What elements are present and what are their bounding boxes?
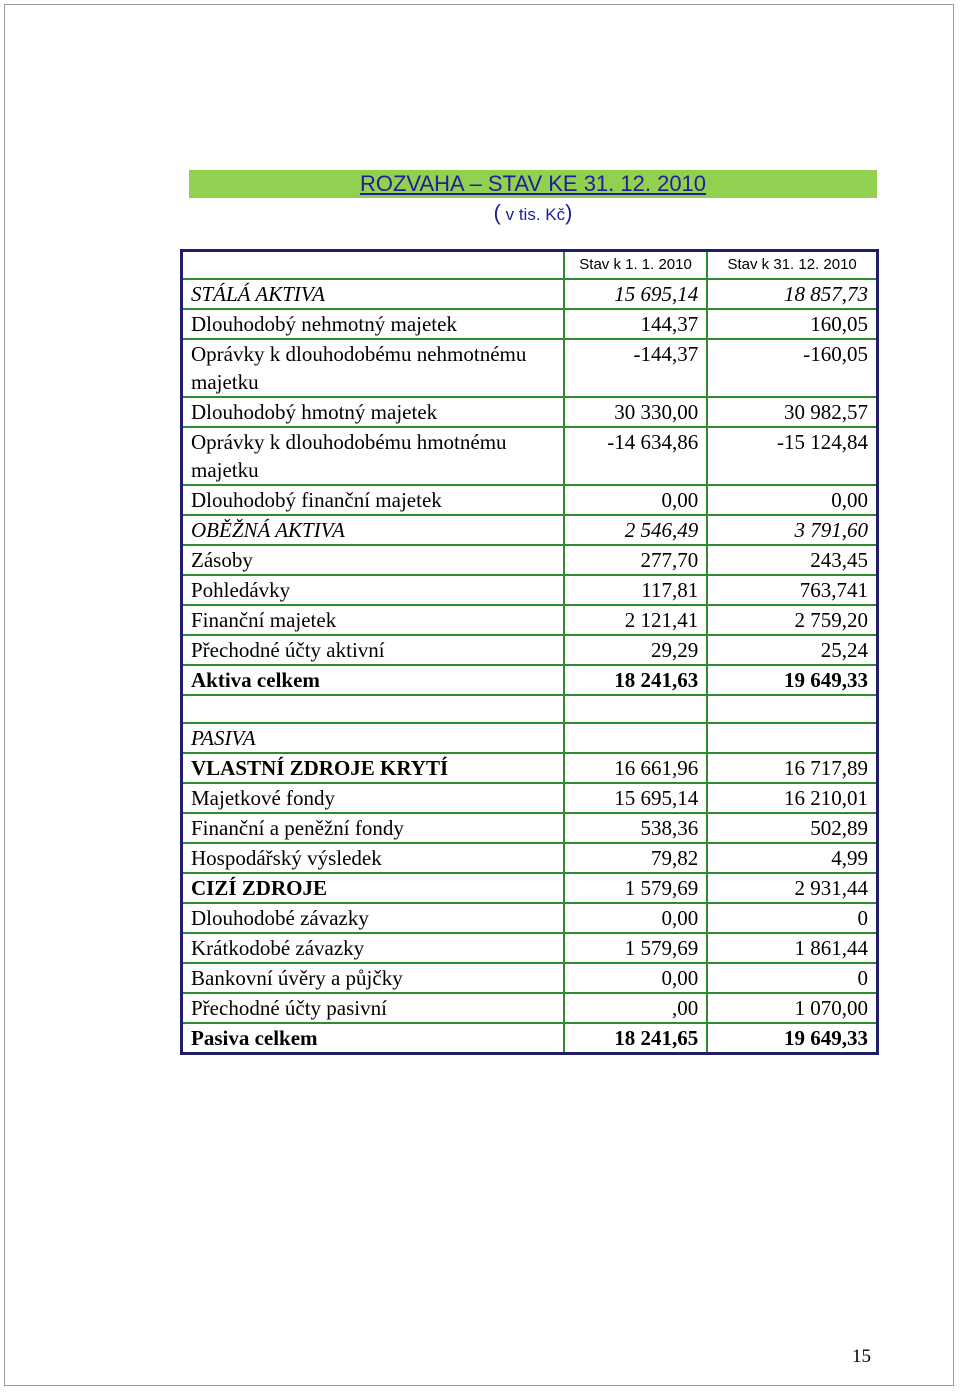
- row-value-start: [565, 724, 708, 754]
- units-subtitle: ( v tis. Kč): [493, 200, 573, 225]
- row-value-end: 16 717,89: [708, 754, 876, 784]
- row-value-start: 30 330,00: [565, 398, 708, 428]
- row-value-end: 502,89: [708, 814, 876, 844]
- row-value-start: 18 241,65: [565, 1024, 708, 1052]
- header-cell-start: Stav k 1. 1. 2010: [565, 252, 708, 280]
- row-value-end: [708, 696, 876, 724]
- row-label: Zásoby: [183, 546, 565, 576]
- table-row: [183, 814, 876, 844]
- row-label: OBĚŽNÁ AKTIVA: [183, 516, 565, 546]
- row-value-start: 538,36: [565, 814, 708, 844]
- row-value-start: 18 241,63: [565, 666, 708, 696]
- row-value-start: 2 546,49: [565, 516, 708, 546]
- row-label: Dlouhodobý finanční majetek: [183, 486, 565, 516]
- row-label: Dlouhodobý nehmotný majetek: [183, 310, 565, 340]
- row-label: Pohledávky: [183, 576, 565, 606]
- row-value-end: 0,00: [708, 486, 876, 516]
- row-value-start: 144,37: [565, 310, 708, 340]
- row-value-end: 3 791,60: [708, 516, 876, 546]
- row-value-end: 19 649,33: [708, 666, 876, 696]
- table-row: [183, 398, 876, 428]
- row-value-start: 117,81: [565, 576, 708, 606]
- row-label: CIZÍ ZDROJE: [183, 874, 565, 904]
- row-label: Bankovní úvěry a půjčky: [183, 964, 565, 994]
- row-value-end: 19 649,33: [784, 1026, 868, 1050]
- table-row: [183, 340, 876, 398]
- table-row: [183, 546, 876, 576]
- row-value-end: [708, 724, 876, 754]
- table-row: [183, 636, 876, 666]
- row-value-start: 79,82: [565, 844, 708, 874]
- row-value-end: 4,99: [708, 844, 876, 874]
- header-cell-label: [183, 252, 565, 280]
- row-value-start: 2 121,41: [565, 606, 708, 636]
- row-label: PASIVA: [183, 724, 565, 754]
- row-value-end: 0: [708, 904, 876, 934]
- row-value-end: 18 857,73: [708, 280, 876, 310]
- row-value-end: 1 861,44: [708, 934, 876, 964]
- row-value-end: 160,05: [708, 310, 876, 340]
- row-value-start: 15 695,14: [565, 280, 708, 310]
- row-value-end: 2 931,44: [708, 874, 876, 904]
- row-value-end: 763,741: [708, 576, 876, 606]
- row-value-end: -160,05: [708, 340, 876, 398]
- row-label: Finanční majetek: [183, 606, 565, 636]
- table-row: [183, 844, 876, 874]
- row-value-end: 243,45: [708, 546, 876, 576]
- row-value-end: 25,24: [708, 636, 876, 666]
- table-row: [183, 964, 876, 994]
- row-value-start: 1 579,69: [565, 874, 708, 904]
- table-row: [183, 934, 876, 964]
- row-value-start: [565, 696, 708, 724]
- row-label: Oprávky k dlouhodobému hmotnému majetku: [183, 428, 565, 486]
- row-label: [183, 696, 565, 724]
- table-row: [183, 994, 876, 1024]
- table-row: [183, 754, 876, 784]
- table-row: [183, 784, 876, 814]
- table-row: [183, 428, 876, 486]
- table-row: [183, 606, 876, 636]
- table-row: [183, 1024, 876, 1052]
- row-label: Finanční a peněžní fondy: [183, 814, 565, 844]
- row-label: Dlouhodobé závazky: [183, 904, 565, 934]
- table-row: [183, 904, 876, 934]
- row-label: Přechodné účty aktivní: [183, 636, 565, 666]
- row-value-start: 0,00: [565, 964, 708, 994]
- row-value-start: ,00: [565, 994, 708, 1024]
- row-label: Hospodářský výsledek: [183, 844, 565, 874]
- balance-sheet-table: [180, 249, 879, 1055]
- row-label: Aktiva celkem: [183, 666, 565, 696]
- row-label: Dlouhodobý hmotný majetek: [183, 398, 565, 428]
- row-value-end: 30 982,57: [708, 398, 876, 428]
- table-row: [183, 280, 876, 310]
- row-label: Přechodné účty pasivní: [183, 994, 565, 1024]
- table-row: [183, 576, 876, 606]
- row-label: STÁLÁ AKTIVA: [183, 280, 565, 310]
- row-label: Pasiva celkem: [183, 1024, 565, 1052]
- row-label: Majetkové fondy: [183, 784, 565, 814]
- header-row: [183, 252, 876, 280]
- row-value-start: 15 695,14: [565, 784, 708, 814]
- table-row: [183, 874, 876, 904]
- table-row: [183, 486, 876, 516]
- row-value-end: 16 210,01: [708, 784, 876, 814]
- row-value-start: 0,00: [565, 486, 708, 516]
- document-title: [189, 170, 877, 198]
- row-value-end: -15 124,84: [708, 428, 876, 486]
- table-row: [183, 666, 876, 696]
- row-value-start: 16 661,96: [565, 754, 708, 784]
- row-value-start: 29,29: [565, 636, 708, 666]
- row-value-end: 2 759,20: [708, 606, 876, 636]
- row-value-start: 1 579,69: [565, 934, 708, 964]
- row-value-start: 277,70: [565, 546, 708, 576]
- row-value-end: 0: [708, 964, 876, 994]
- row-value-start: 0,00: [565, 904, 708, 934]
- title-text: ROZVAHA – STAV KE 31. 12. 2010: [359, 171, 707, 196]
- row-value-start: -14 634,86: [565, 428, 708, 486]
- units-text: v tis. Kč: [505, 205, 566, 224]
- row-label: Krátkodobé závazky: [183, 934, 565, 964]
- row-label: Oprávky k dlouhodobému nehmotnému majetku: [183, 340, 565, 398]
- row-value-end: 1 070,00: [708, 994, 876, 1024]
- page-number: 15: [852, 1346, 871, 1367]
- table-row: [183, 696, 876, 724]
- row-label: VLASTNÍ ZDROJE KRYTÍ: [183, 754, 565, 784]
- table-row: [183, 724, 876, 754]
- header-cell-end: Stav k 31. 12. 2010: [708, 252, 876, 280]
- row-value-start: -144,37: [565, 340, 708, 398]
- table-row: [183, 516, 876, 546]
- table-row: [183, 310, 876, 340]
